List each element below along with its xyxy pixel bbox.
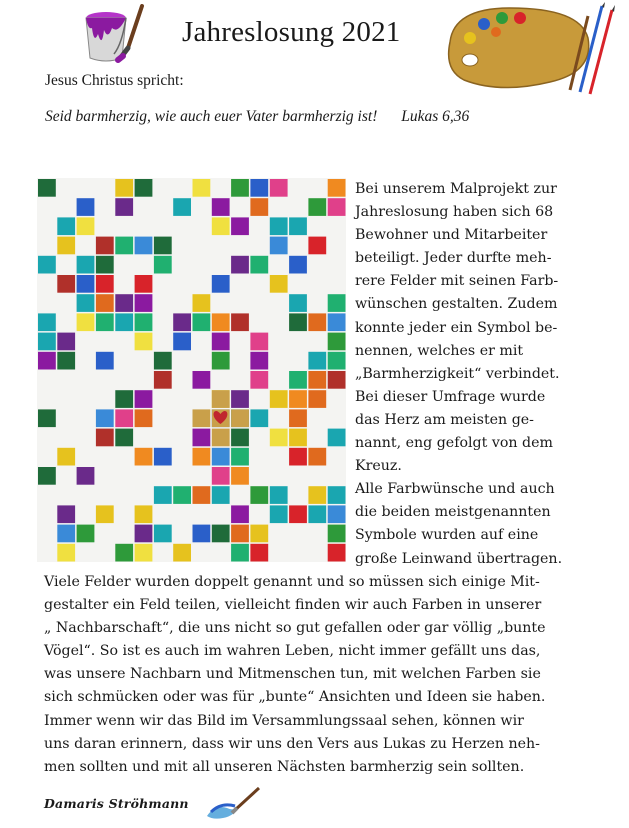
verse-text [45,108,469,126]
body-line: Vögel“. So ist es auch im wahren Leben, nicht immer gefällt uns das, [44,643,541,660]
mosaic-tile [173,313,191,331]
paint-bucket-icon [78,4,148,66]
body-line: „ Nachbarschaft“, die uns nicht so gut gefallen oder gar völlig „bunte [44,620,546,637]
mosaic-tile [231,313,249,331]
mosaic-tile [193,294,211,312]
mosaic-tile [308,371,326,389]
intro-text: Jesus Christus spricht: [45,72,184,89]
mosaic-tile [135,544,153,562]
mosaic-tile [96,275,114,293]
mosaic-tile [193,486,211,504]
mosaic-tile [308,390,326,408]
mosaic-tile [328,486,346,504]
mosaic-tile [57,352,75,370]
mosaic-tile [57,237,75,255]
mosaic-tile [328,525,346,543]
mosaic-tile [193,313,211,331]
mosaic-tile [289,429,307,447]
mosaic-tile [193,429,211,447]
mosaic-tile [135,525,153,543]
mosaic-tile [328,544,346,562]
mosaic-tile [308,313,326,331]
body-line: Kreuz. [355,458,402,475]
body-text-full [44,571,584,779]
mosaic-tile [289,390,307,408]
mosaic-tile [96,294,114,312]
mosaic-tile [289,448,307,466]
mosaic-tile [231,390,249,408]
mosaic-tile [231,505,249,523]
mosaic-tile [96,352,114,370]
mosaic-tile [57,217,75,235]
mosaic-tile [212,275,230,293]
mosaic-tile [231,544,249,562]
body-line: beteiligt. Jeder durfte meh- [355,250,552,267]
mosaic-tile [328,179,346,197]
mosaic-tile [154,525,172,543]
verse-quote: Seid barmherzig, wie auch euer Vater barmherzig ist! [45,108,378,125]
mosaic-tile [231,256,249,274]
mosaic-tile [212,313,230,331]
mosaic-tile [212,448,230,466]
mosaic-tile [328,371,346,389]
mosaic-tile [328,294,346,312]
mosaic-tile [289,313,307,331]
mosaic-tile [328,429,346,447]
mosaic-tile [154,352,172,370]
mosaic-tile [308,486,326,504]
mosaic-gold-tile [231,409,249,427]
mosaic-tile [135,294,153,312]
mosaic-tile [77,313,95,331]
mosaic-tile [270,390,288,408]
mosaic-tile [193,179,211,197]
mosaic-tile [289,505,307,523]
body-line: rere Felder mit seinen Farb- [355,273,559,290]
mosaic-tile [212,198,230,216]
mosaic-tile [115,429,133,447]
mosaic-tile [250,371,268,389]
mosaic-tile [270,237,288,255]
mosaic-tile [308,505,326,523]
body-line: das Herz am meisten ge- [355,411,534,428]
mosaic-tile [289,409,307,427]
mosaic-tile [270,429,288,447]
mosaic-tile [154,371,172,389]
body-line: was unsere Nachbarn und Mitmenschen tun, mit welchen Farben sie [44,666,541,683]
mosaic-tile [328,333,346,351]
body-line: Immer wenn wir das Bild im Versammlungssaal sehen, können wir [44,712,524,729]
mosaic-tile [250,256,268,274]
body-line: men sollten und mit all unseren Nächsten barmherzig sein sollten. [44,758,525,775]
mosaic-tile [135,390,153,408]
mosaic-tile [77,275,95,293]
mosaic-tile [173,333,191,351]
mosaic-tile [173,544,191,562]
mosaic-tile [212,525,230,543]
body-line: sich schmücken oder was für „bunte“ Ansichten und Ideen sie haben. [44,689,546,706]
mosaic-tile [115,179,133,197]
mosaic-tile [115,409,133,427]
body-line: die beiden meistgenannten [355,504,551,521]
mosaic-tile [77,256,95,274]
mosaic-tile [212,352,230,370]
mosaic-painting [37,178,346,562]
mosaic-tile [96,237,114,255]
mosaic-tile [154,256,172,274]
mosaic-tile [57,448,75,466]
mosaic-tile [231,217,249,235]
body-line: Viele Felder wurden doppelt genannt und so müssen sich einige Mit- [44,574,540,590]
mosaic-tile [231,525,249,543]
mosaic-tile [96,505,114,523]
body-line: konnte jeder ein Symbol be- [355,319,558,336]
page-title: Jahreslosung 2021 [182,16,401,48]
mosaic-tile [96,256,114,274]
mosaic-tile [308,198,326,216]
mosaic-tile [212,333,230,351]
mosaic-tile [38,256,56,274]
mosaic-tile [38,409,56,427]
mosaic-tile [270,275,288,293]
body-line: gestalter ein Feld teilen, vielleicht finden wir auch Farben in unserer [44,597,542,614]
body-line: große Leinwand übertragen. [355,550,563,567]
mosaic-tile [38,352,56,370]
mosaic-tile [135,409,153,427]
mosaic-tile [212,217,230,235]
mosaic-tile [250,198,268,216]
mosaic-gold-tile [212,390,230,408]
verse-reference: Lukas 6,36 [401,108,470,125]
mosaic-tile [57,544,75,562]
mosaic-tile [154,486,172,504]
mosaic-tile [57,505,75,523]
mosaic-tile [231,179,249,197]
body-line: wünschen gestalten. Zudem [355,296,558,313]
mosaic-tile [38,333,56,351]
mosaic-tile [96,313,114,331]
mosaic-tile [328,352,346,370]
mosaic-tile [135,505,153,523]
body-line: Bei unserem Malprojekt zur [355,181,557,197]
mosaic-tile [250,333,268,351]
body-line: „Barmherzigkeit“ verbindet. [355,365,560,382]
mosaic-tile [77,467,95,485]
mosaic-tile [289,256,307,274]
mosaic-tile [77,198,95,216]
mosaic-tile [57,525,75,543]
mosaic-tile [38,467,56,485]
author-signature: Damaris Ströhmann [44,796,189,811]
mosaic-gold-tile [193,409,211,427]
mosaic-tile [77,294,95,312]
mosaic-tile [250,352,268,370]
mosaic-tile [135,179,153,197]
mosaic-tile [96,429,114,447]
mosaic-tile [135,448,153,466]
mosaic-tile [231,467,249,485]
body-text-side [355,178,577,571]
mosaic-tile [135,275,153,293]
paint-brush-icon [205,786,261,824]
mosaic-tile [115,237,133,255]
body-line: Alle Farbwünsche und auch [355,481,555,498]
mosaic-tile [231,448,249,466]
paint-palette-icon [440,2,620,98]
mosaic-tile [328,505,346,523]
mosaic-tile [38,313,56,331]
mosaic-tile [308,352,326,370]
mosaic-tile [135,333,153,351]
mosaic-tile [96,409,114,427]
mosaic-tile [173,198,191,216]
mosaic-tile [289,371,307,389]
mosaic-tile [270,217,288,235]
body-line: Symbole wurden auf eine [355,527,539,544]
mosaic-tile [289,294,307,312]
mosaic-tile [77,525,95,543]
mosaic-tile [193,525,211,543]
mosaic-tile [270,179,288,197]
mosaic-tile [115,544,133,562]
mosaic-tile [193,371,211,389]
mosaic-tile [212,486,230,504]
mosaic-tile [173,486,191,504]
mosaic-tile [57,333,75,351]
mosaic-tile [115,198,133,216]
body-line: nannt, eng gefolgt von dem [355,435,553,452]
body-line: Bei dieser Umfrage wurde [355,388,546,405]
mosaic-tile [289,217,307,235]
mosaic-tile [308,237,326,255]
mosaic-tile [250,486,268,504]
mosaic-tile [193,448,211,466]
body-line: Bewohner und Mitarbeiter [355,227,548,244]
mosaic-tile [135,237,153,255]
mosaic-tile [57,275,75,293]
body-line: Jahreslosung haben sich 68 [355,204,554,221]
mosaic-tile [154,448,172,466]
mosaic-tile [328,198,346,216]
mosaic-gold-tile [212,429,230,447]
mosaic-tile [308,448,326,466]
mosaic-tile [135,313,153,331]
mosaic-tile [115,294,133,312]
mosaic-tile [270,505,288,523]
body-line: nennen, welches er mit [355,342,524,359]
body-line: uns daran erinnern, dass wir uns den Vers aus Lukas zu Herzen neh- [44,735,540,752]
mosaic-tile [212,467,230,485]
mosaic-tile [250,409,268,427]
mosaic-tile [115,390,133,408]
mosaic-tile [77,217,95,235]
mosaic-tile [328,313,346,331]
mosaic-tile [38,179,56,197]
mosaic-tile [154,237,172,255]
mosaic-tile [250,525,268,543]
mosaic-tile [270,486,288,504]
mosaic-tile [250,179,268,197]
mosaic-tile [250,544,268,562]
mosaic-tile [231,429,249,447]
mosaic-tile [115,313,133,331]
